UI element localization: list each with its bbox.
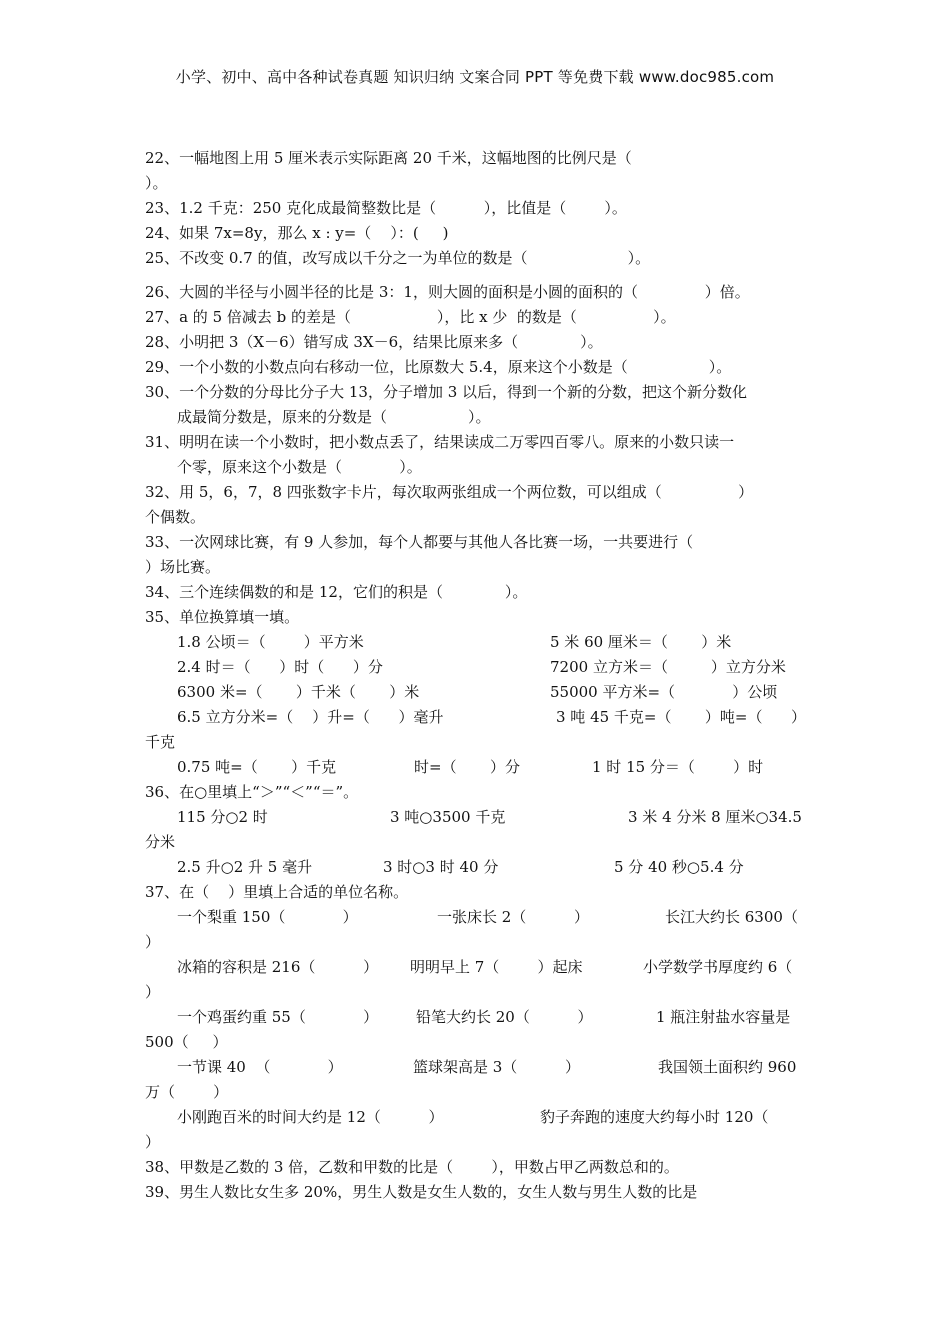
q36-item: 2.5 升○2 升 5 毫升 — [177, 858, 313, 876]
page-header: 小学、初中、高中各种试卷真题 知识归纳 文案合同 PPT 等免费下载 www.doc985.com — [175, 68, 775, 86]
q35-item: 0.75 吨=（ ）千克 — [177, 758, 337, 776]
q37-item: 豹子奔跑的速度大约每小时 120（ — [540, 1108, 769, 1126]
question-39: 39、男生人数比女生多 20%，男生人数是女生人数的，女生人数与男生人数的比是 — [145, 1183, 698, 1201]
q37-item: 小学数学书厚度约 6（ — [643, 958, 793, 976]
q37-item: 铅笔大约长 20（ ） — [416, 1008, 593, 1026]
q36-item: 115 分○2 时 — [177, 808, 268, 826]
q36-item: 3 吨○3500 千克 — [390, 808, 506, 826]
q37-item-cont: ） — [145, 933, 161, 951]
question-28: 28、小明把 3（X－6）错写成 3X－6，结果比原来多（ ）。 — [145, 333, 603, 351]
q35-item: 5 米 60 厘米＝（ ）米 — [550, 633, 732, 651]
question-22: 22、一幅地图上用 5 厘米表示实际距离 20 千米，这幅地图的比例尺是（ — [145, 149, 632, 167]
q35-item: 时=（ ）分 — [414, 758, 520, 776]
q37-item: 1 瓶注射盐水容量是 — [656, 1008, 791, 1026]
q37-item: 一节课 40 （ ） — [177, 1058, 343, 1076]
q37-item: 冰箱的容积是 216（ ） — [177, 958, 379, 976]
q35-item: 3 吨 45 千克=（ ）吨=（ ） — [556, 708, 807, 726]
question-22-cont: ）。 — [145, 174, 168, 192]
q37-item: 明明早上 7（ ）起床 — [410, 958, 583, 976]
question-38: 38、甲数是乙数的 3 倍，乙数和甲数的比是（ ），甲数占甲乙两数总和的。 — [145, 1158, 679, 1176]
question-23: 23、1.2 千克：250 克化成最简整数比是（ ），比值是（ ）。 — [145, 199, 627, 217]
q35-item: 1 时 15 分＝（ ）时 — [592, 758, 764, 776]
question-25: 25、不改变 0.7 的值，改写成以千分之一为单位的数是（ ）。 — [145, 249, 651, 267]
question-35: 35、单位换算填一填。 — [145, 608, 300, 626]
q36-item: 3 时○3 时 40 分 — [383, 858, 499, 876]
q37-item-cont: ） — [145, 983, 161, 1001]
question-33: 33、一次网球比赛，有 9 人参加，每个人都要与其他人各比赛一场，一共要进行（ — [145, 533, 694, 551]
q36-item: 5 分 40 秒○5.4 分 — [614, 858, 744, 876]
question-37: 37、在（ ）里填上合适的单位名称。 — [145, 883, 409, 901]
question-32-cont: 个偶数。 — [145, 508, 206, 526]
q35-item: 1.8 公顷＝（ ）平方米 — [177, 633, 364, 651]
q35-item: 7200 立方米＝（ ）立方分米 — [550, 658, 786, 676]
question-34: 34、三个连续偶数的和是 12，它们的积是（ ）。 — [145, 583, 528, 601]
q37-item: 一张床长 2（ ） — [437, 908, 589, 926]
question-30-cont: 成最简分数是，原来的分数是（ ）。 — [177, 408, 491, 426]
q35-item: 2.4 时＝（ ）时（ ）分 — [177, 658, 383, 676]
q37-item-cont: 500（ ） — [145, 1033, 228, 1051]
question-26: 26、大圆的半径与小圆半径的比是 3：1，则大圆的面积是小圆的面积的（ ）倍。 — [145, 283, 750, 301]
q36-item-cont: 分米 — [145, 833, 176, 851]
question-31-cont: 个零，原来这个小数是（ ）。 — [177, 458, 422, 476]
q37-item-cont: 万（ ） — [145, 1083, 229, 1101]
q37-item: 小刚跑百米的时间大约是 12（ ） — [177, 1108, 444, 1126]
q37-item-cont: ） — [145, 1133, 161, 1151]
question-30: 30、一个分数的分母比分子大 13，分子增加 3 以后，得到一个新的分数，把这个新分数化 — [145, 383, 748, 401]
q37-item: 一个梨重 150（ ） — [177, 908, 358, 926]
q37-item: 篮球架高是 3（ ） — [413, 1058, 580, 1076]
q35-item-cont: 千克 — [145, 733, 176, 751]
question-31: 31、明明在读一个小数时，把小数点丢了，结果读成二万零四百零八。原来的小数只读一 — [145, 433, 735, 451]
question-36: 36、在○里填上“＞”“＜”“＝”。 — [145, 783, 359, 801]
question-32: 32、用 5，6，7，8 四张数字卡片，每次取两张组成一个两位数，可以组成（ ） — [145, 483, 754, 501]
question-29: 29、一个小数的小数点向右移动一位，比原数大 5.4，原来这个小数是（ ）。 — [145, 358, 732, 376]
question-33-cont: ）场比赛。 — [145, 558, 221, 576]
q35-item: 6300 米=（ ）千米（ ）米 — [177, 683, 420, 701]
question-27: 27、a 的 5 倍减去 b 的差是（ ），比 x 少 的数是（ ）。 — [145, 308, 676, 326]
q36-item: 3 米 4 分米 8 厘米○34.5 — [628, 808, 802, 826]
q37-item: 一个鸡蛋约重 55（ ） — [177, 1008, 379, 1026]
question-24: 24、如果 7x=8y，那么 x : y=（ ）：( ) — [145, 224, 449, 242]
q35-item: 6.5 立方分米=（ ）升=（ ）毫升 — [177, 708, 444, 726]
q35-item: 55000 平方米=（ ）公顷 — [550, 683, 778, 701]
q37-item: 长江大约长 6300（ — [665, 908, 798, 926]
q37-item: 我国领土面积约 960 — [658, 1058, 797, 1076]
